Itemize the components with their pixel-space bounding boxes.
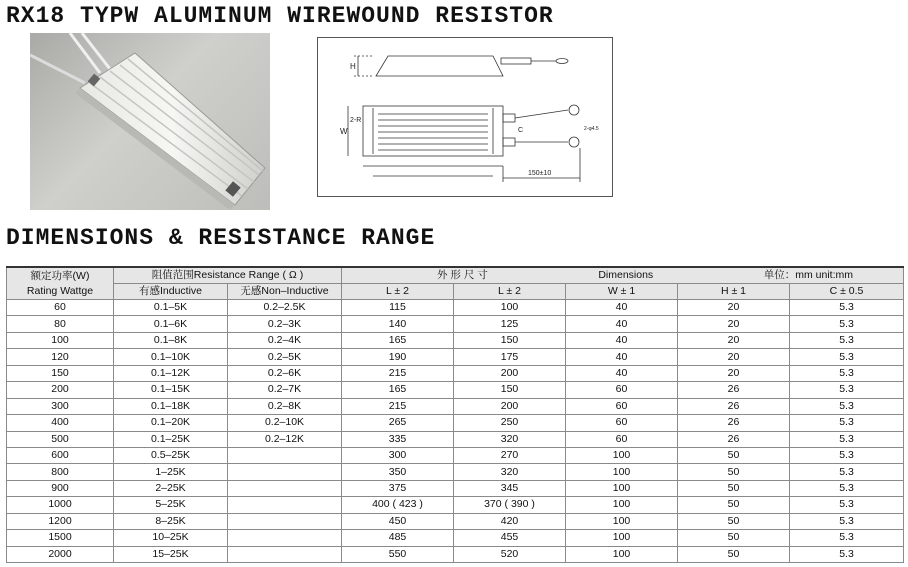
cell-l2: 320 [454,464,566,480]
label-r: 2-R [350,117,362,124]
cell-l2: 320 [454,431,566,447]
table-row [7,316,904,332]
cell-rating: 400 [7,415,114,431]
header-dimensions-cn: 外 形 尺 寸 [437,269,488,281]
cell-l2: 520 [454,546,566,562]
cell-l1: 375 [342,480,454,496]
cell-h: 26 [678,431,790,447]
cell-c: 5.3 [790,497,904,513]
cell-inductive: 0.1–20K [114,415,228,431]
cell-h: 50 [678,497,790,513]
cell-w: 100 [566,513,678,529]
cell-rating: 2000 [7,546,114,562]
label-h: H [350,62,356,71]
header-col-c: C ± 0.5 [790,284,904,300]
cell-w: 40 [566,316,678,332]
cell-inductive: 10–25K [114,530,228,546]
cell-non-inductive [228,480,342,496]
table-subheader-row [7,284,904,300]
table-row [7,349,904,365]
header-unit: 单位：mm unit:mm [763,269,853,281]
cell-inductive: 0.1–6K [114,316,228,332]
cell-non-inductive [228,497,342,513]
cell-rating: 150 [7,365,114,381]
table-row [7,513,904,529]
cell-h: 50 [678,546,790,562]
table-row [7,398,904,414]
label-hole: 2-φ4.5 [584,126,599,132]
cell-non-inductive: 0.2–2.5K [228,300,342,316]
cell-h: 50 [678,480,790,496]
section-title: DIMENSIONS & RESISTANCE RANGE [6,225,436,251]
cell-inductive: 0.5–25K [114,447,228,463]
cell-inductive: 0.1–25K [114,431,228,447]
header-resistance-range: 阻值范围Resistance Range ( Ω ) [114,267,342,284]
cell-w: 60 [566,415,678,431]
cell-l1: 215 [342,398,454,414]
table-body [7,300,904,563]
cell-rating: 60 [7,300,114,316]
cell-rating: 600 [7,447,114,463]
dimension-drawing [317,37,613,197]
cell-l2: 270 [454,447,566,463]
table-row [7,415,904,431]
cell-c: 5.3 [790,546,904,562]
table-row [7,365,904,381]
spec-table [6,266,904,563]
cell-l2: 370 ( 390 ) [454,497,566,513]
cell-rating: 1200 [7,513,114,529]
header-col-l1: L ± 2 [342,284,454,300]
cell-inductive: 0.1–10K [114,349,228,365]
label-w: W [340,127,348,136]
cell-c: 5.3 [790,415,904,431]
cell-l1: 165 [342,332,454,348]
cell-l1: 165 [342,382,454,398]
cell-l2: 200 [454,365,566,381]
cell-l2: 200 [454,398,566,414]
cell-inductive: 0.1–15K [114,382,228,398]
cell-c: 5.3 [790,349,904,365]
table-row [7,464,904,480]
cell-h: 50 [678,530,790,546]
cell-inductive: 0.1–12K [114,365,228,381]
header-dimensions-en: Dimensions [598,269,654,281]
cell-h: 20 [678,332,790,348]
header-inductive: 有感Inductive [114,284,228,300]
cell-w: 60 [566,382,678,398]
cell-h: 50 [678,447,790,463]
table-row [7,431,904,447]
cell-rating: 80 [7,316,114,332]
table-header-row [7,267,904,284]
label-c: C [518,127,524,134]
cell-inductive: 0.1–18K [114,398,228,414]
cell-non-inductive: 0.2–3K [228,316,342,332]
cell-h: 26 [678,382,790,398]
cell-inductive: 2–25K [114,480,228,496]
dimension-drawing-image [318,38,612,196]
cell-rating: 800 [7,464,114,480]
cell-rating: 100 [7,332,114,348]
header-dimensions [342,267,904,284]
cell-non-inductive: 0.2–4K [228,332,342,348]
header-non-inductive: 无感Non–Inductive [228,284,342,300]
cell-rating: 120 [7,349,114,365]
cell-l1: 300 [342,447,454,463]
cell-l1: 450 [342,513,454,529]
cell-w: 40 [566,332,678,348]
cell-inductive: 5–25K [114,497,228,513]
cell-l1: 350 [342,464,454,480]
cell-l2: 345 [454,480,566,496]
cell-w: 100 [566,464,678,480]
cell-h: 20 [678,316,790,332]
cell-w: 100 [566,497,678,513]
page-title: RX18 TYPW ALUMINUM WIREWOUND RESISTOR [6,3,554,29]
header-rating-en: Rating Wattge [26,284,94,297]
cell-l2: 125 [454,316,566,332]
cell-rating: 1000 [7,497,114,513]
cell-h: 50 [678,513,790,529]
cell-l1: 190 [342,349,454,365]
cell-rating: 300 [7,398,114,414]
cell-rating: 1500 [7,530,114,546]
cell-w: 40 [566,349,678,365]
cell-non-inductive: 0.2–12K [228,431,342,447]
cell-c: 5.3 [790,332,904,348]
label-length: 150±10 [528,170,552,177]
cell-l1: 215 [342,365,454,381]
cell-c: 5.3 [790,398,904,414]
resistor-photo-image [30,33,270,210]
cell-l2: 175 [454,349,566,365]
cell-non-inductive [228,513,342,529]
table-row [7,332,904,348]
header-col-h: H ± 1 [678,284,790,300]
cell-l2: 100 [454,300,566,316]
cell-c: 5.3 [790,431,904,447]
cell-l1: 550 [342,546,454,562]
cell-non-inductive: 0.2–6K [228,365,342,381]
header-rating-cn: 额定功率(W) [30,269,90,282]
cell-w: 40 [566,365,678,381]
table-row [7,382,904,398]
cell-w: 100 [566,480,678,496]
cell-inductive: 8–25K [114,513,228,529]
cell-non-inductive: 0.2–7K [228,382,342,398]
cell-l1: 265 [342,415,454,431]
cell-non-inductive [228,447,342,463]
cell-w: 60 [566,431,678,447]
cell-l1: 485 [342,530,454,546]
cell-inductive: 0.1–8K [114,332,228,348]
cell-c: 5.3 [790,316,904,332]
cell-inductive: 1–25K [114,464,228,480]
cell-c: 5.3 [790,480,904,496]
cell-c: 5.3 [790,382,904,398]
cell-inductive: 15–25K [114,546,228,562]
cell-c: 5.3 [790,365,904,381]
table-row [7,300,904,316]
table-row [7,530,904,546]
resistor-photo [30,33,270,210]
cell-c: 5.3 [790,513,904,529]
cell-c: 5.3 [790,447,904,463]
cell-l1: 335 [342,431,454,447]
cell-l1: 140 [342,316,454,332]
cell-l2: 250 [454,415,566,431]
cell-rating: 200 [7,382,114,398]
cell-inductive: 0.1–5K [114,300,228,316]
cell-non-inductive: 0.2–5K [228,349,342,365]
cell-w: 60 [566,398,678,414]
cell-w: 100 [566,546,678,562]
cell-l1: 115 [342,300,454,316]
header-col-l2: L ± 2 [454,284,566,300]
cell-non-inductive: 0.2–10K [228,415,342,431]
cell-h: 26 [678,415,790,431]
cell-w: 100 [566,530,678,546]
cell-h: 20 [678,349,790,365]
cell-l2: 420 [454,513,566,529]
cell-w: 100 [566,447,678,463]
cell-l2: 455 [454,530,566,546]
cell-h: 20 [678,365,790,381]
table-row [7,447,904,463]
cell-h: 20 [678,300,790,316]
cell-c: 5.3 [790,530,904,546]
cell-rating: 900 [7,480,114,496]
cell-w: 40 [566,300,678,316]
cell-non-inductive [228,464,342,480]
table-row [7,497,904,513]
cell-non-inductive [228,546,342,562]
cell-c: 5.3 [790,300,904,316]
cell-l2: 150 [454,382,566,398]
cell-l1: 400 ( 423 ) [342,497,454,513]
cell-non-inductive [228,530,342,546]
cell-h: 50 [678,464,790,480]
header-rating [7,267,114,300]
cell-h: 26 [678,398,790,414]
cell-non-inductive: 0.2–8K [228,398,342,414]
cell-l2: 150 [454,332,566,348]
cell-rating: 500 [7,431,114,447]
table-row [7,480,904,496]
table-row [7,546,904,562]
header-col-w: W ± 1 [566,284,678,300]
cell-c: 5.3 [790,464,904,480]
